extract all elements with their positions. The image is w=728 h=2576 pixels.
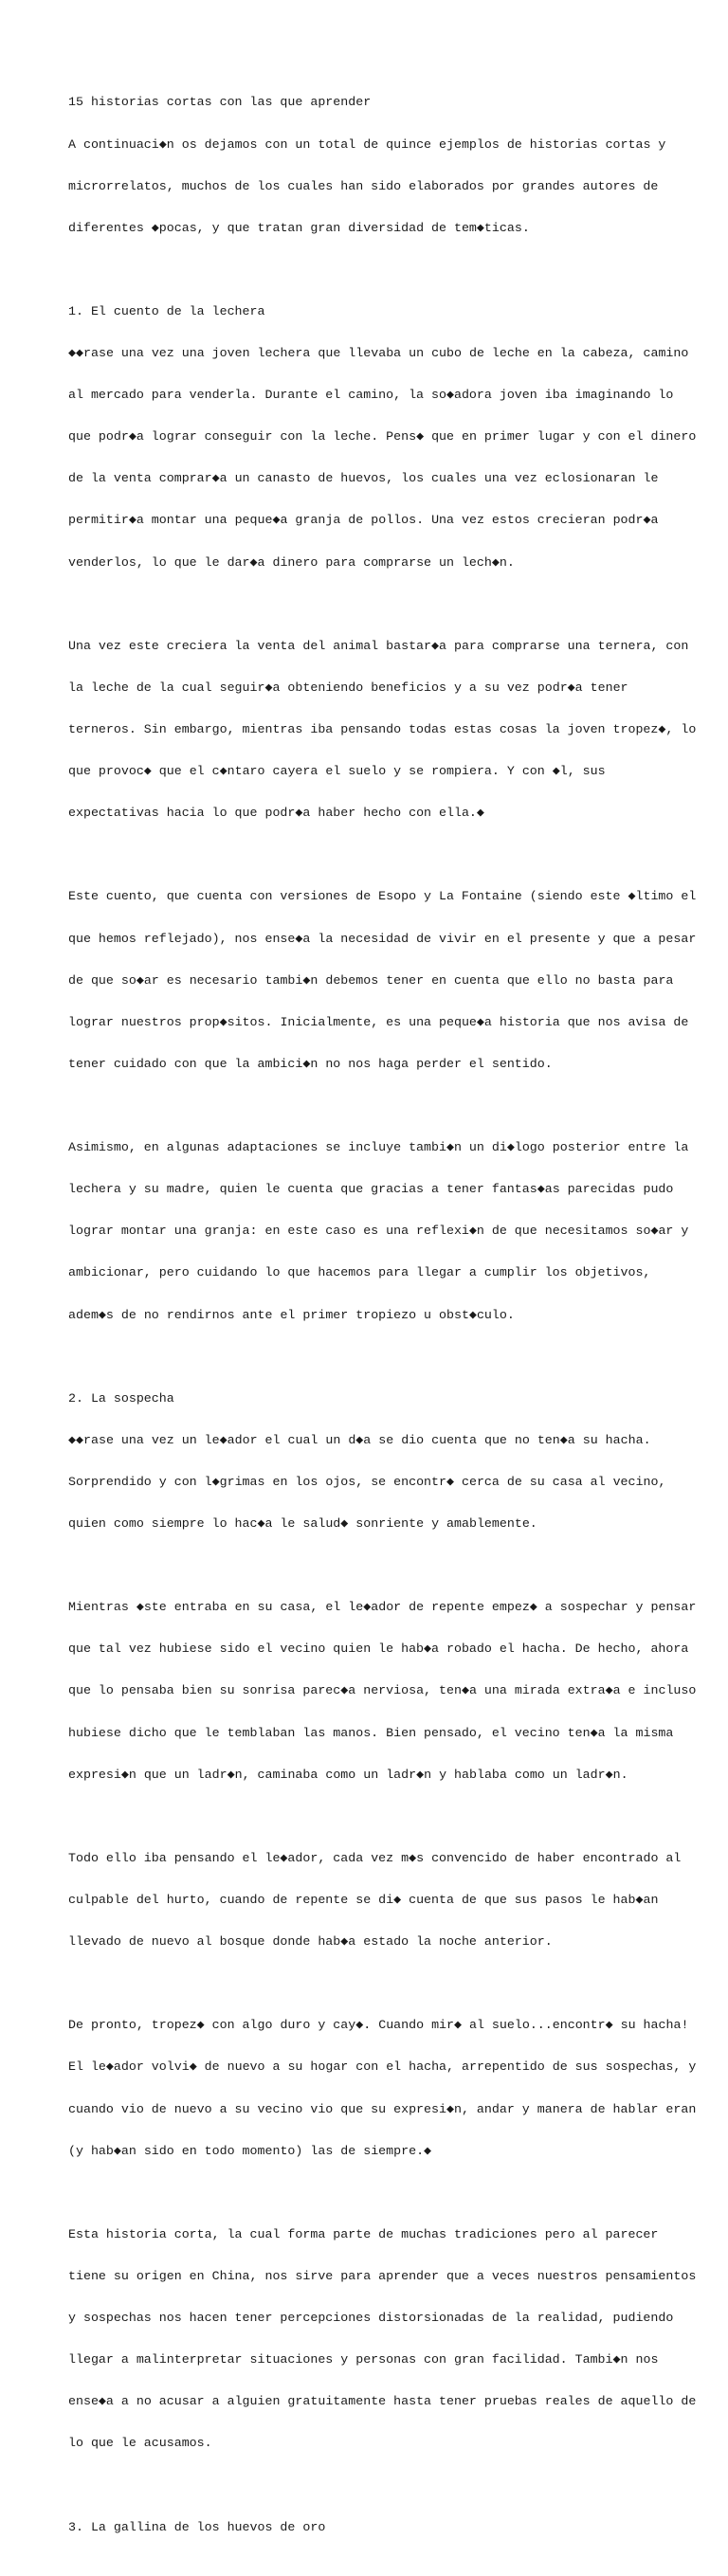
text-line: Mientras ◆ste entraba en su casa, el le◆ador de repente empez◆ a sospechar y pensar bbox=[68, 1600, 697, 1615]
text-line: Esta historia corta, la cual forma parte de muchas tradiciones pero al parecer bbox=[68, 2226, 659, 2241]
text-line: quien como siempre lo hac◆a le salud◆ sonriente y amablemente. bbox=[68, 1516, 537, 1532]
text-line: que tal vez hubiese sido el vecino quien le hab◆a robado el hacha. De hecho, ahora bbox=[68, 1642, 689, 1657]
section-heading-3: 3. La gallina de los huevos de oro bbox=[68, 2519, 326, 2534]
section-heading-1: 1. El cuento de la lechera bbox=[68, 303, 265, 318]
text-line: A continuaci◆n os dejamos con un total de quince ejemplos de historias cortas y bbox=[68, 136, 666, 152]
text-line: lechera y su madre, quien le cuenta que gracias a tener fantas◆as parecidas pudo bbox=[68, 1182, 674, 1197]
text-line: Sorprendido y con l◆grimas en los ojos, se encontr◆ cerca de su casa al vecino, bbox=[68, 1474, 666, 1489]
text-line: expectativas hacia lo que podr◆a haber hecho con ella.◆ bbox=[68, 806, 484, 821]
text-line: que podr◆a lograr conseguir con la leche. Pens◆ que en primer lugar y con el dinero bbox=[68, 429, 697, 444]
paragraph-story-2-intro bbox=[68, 1364, 675, 1559]
document-title: 15 historias cortas con las que aprender bbox=[68, 95, 372, 110]
text-line: y sospechas nos hacen tener percepciones distorsionadas de la realidad, pudiendo bbox=[68, 2311, 674, 2326]
text-line: hubiese dicho que le temblaban las manos. Bien pensado, el vecino ten◆a la misma bbox=[68, 1725, 674, 1740]
text-line: terneros. Sin embargo, mientras iba pensando todas estas cosas la joven tropez◆, lo bbox=[68, 722, 697, 737]
text-line: que provoc◆ que el c◆ntaro cayera el suelo y se rompiera. Y con ◆l, sus bbox=[68, 764, 606, 779]
text-line: Este cuento, que cuenta con versiones de Esopo y La Fontaine (siendo este ◆ltimo el bbox=[68, 889, 697, 904]
paragraph-story-1-moral bbox=[68, 862, 697, 1099]
paragraph-story-1-part-2 bbox=[68, 611, 697, 848]
text-line: De pronto, tropez◆ con algo duro y cay◆. Cuando mir◆ al suelo...encontr◆ su hacha! bbox=[68, 2018, 689, 2033]
text-line: tiene su origen en China, nos sirve para aprender que a veces nuestros pensamientos bbox=[68, 2268, 697, 2283]
text-line: la leche de la cual seguir◆a obteniendo beneficios y a su vez podr◆a tener bbox=[68, 680, 628, 695]
text-line: Todo ello iba pensando el le◆ador, cada vez m◆s convencido de haber encontrado al bbox=[68, 1850, 682, 1865]
text-line: ◆◆rase una vez un le◆ador el cual un d◆a se dio cuenta que no ten◆a su hacha. bbox=[68, 1432, 651, 1447]
text-line: llevado de nuevo al bosque donde hab◆a estado la noche anterior. bbox=[68, 1934, 553, 1950]
text-line: de que so◆ar es necesario tambi◆n debemos tener en cuenta que ello no basta para bbox=[68, 972, 674, 988]
text-line: lo que le acusamos. bbox=[68, 2436, 212, 2451]
text-line: lograr montar una granja: en este caso es una reflexi◆n de que necesitamos so◆ar y bbox=[68, 1224, 689, 1239]
text-line: (y hab◆an sido en todo momento) las de siempre.◆ bbox=[68, 2143, 432, 2158]
paragraph-story-2-part-2 bbox=[68, 1573, 697, 1810]
text-line: cuando vio de nuevo a su vecino vio que su expresi◆n, andar y manera de hablar eran bbox=[68, 2101, 697, 2116]
text-line: diferentes ◆pocas, y que tratan gran diversidad de tem◆ticas. bbox=[68, 220, 530, 235]
text-line: que hemos reflejado), nos ense◆a la necesidad de vivir en el presente y que a pesar bbox=[68, 931, 697, 946]
paragraph-story-2-part-4 bbox=[68, 1991, 697, 2186]
section-heading-2: 2. La sospecha bbox=[68, 1390, 174, 1406]
text-line: ◆◆rase una vez una joven lechera que llevaba un cubo de leche en la cabeza, camino bbox=[68, 346, 689, 361]
text-line: culpable del hurto, cuando de repente se di◆ cuenta de que sus pasos le hab◆an bbox=[68, 1893, 659, 1907]
text-line: permitir◆a montar una peque◆a granja de pollos. Una vez estos crecieran podr◆a bbox=[68, 513, 659, 528]
text-line: adem◆s de no rendirnos ante el primer tropiezo u obst◆culo. bbox=[68, 1307, 515, 1322]
text-line: Una vez este creciera la venta del animal bastar◆a para comprarse una ternera, con bbox=[68, 638, 689, 653]
paragraph-story-1-adaptations bbox=[68, 1114, 689, 1351]
text-line: El le◆ador volvi◆ de nuevo a su hogar con el hacha, arrepentido de sus sospechas, y bbox=[68, 2059, 697, 2075]
text-line: microrrelatos, muchos de los cuales han sido elaborados por grandes autores de bbox=[68, 178, 659, 193]
text-line: tener cuidado con que la ambici◆n no nos haga perder el sentido. bbox=[68, 1056, 553, 1071]
text-line: Asimismo, en algunas adaptaciones se incluye tambi◆n un di◆logo posterior entre la bbox=[68, 1140, 689, 1155]
text-line: expresi◆n que un ladr◆n, caminaba como un ladr◆n y hablaba como un ladr◆n. bbox=[68, 1767, 628, 1782]
paragraph-intro bbox=[68, 68, 675, 263]
text-line: llegar a malinterpretar situaciones y personas con gran facilidad. Tambi◆n nos bbox=[68, 2352, 659, 2367]
paragraph-story-2-part-3 bbox=[68, 1823, 682, 1977]
paragraph-story-1-intro bbox=[68, 278, 697, 598]
text-line: venderlos, lo que le dar◆a dinero para comprarse un lech◆n. bbox=[68, 554, 515, 570]
text-line: de la venta comprar◆a un canasto de huevos, los cuales una vez eclosionaran le bbox=[68, 471, 659, 486]
text-line: al mercado para venderla. Durante el camino, la so◆adora joven iba imaginando lo bbox=[68, 388, 674, 403]
text-line: ense◆a a no acusar a alguien gratuitamente hasta tener pruebas reales de aquello de bbox=[68, 2394, 697, 2409]
text-line: ambicionar, pero cuidando lo que hacemos para llegar a cumplir los objetivos, bbox=[68, 1265, 651, 1280]
paragraph-story-2-moral bbox=[68, 2200, 697, 2478]
text-line: que lo pensaba bien su sonrisa parec◆a nerviosa, ten◆a una mirada extra◆a e incluso bbox=[68, 1683, 697, 1698]
text-line: lograr nuestros prop◆sitos. Inicialmente, es una peque◆a historia que nos avisa de bbox=[68, 1014, 689, 1029]
document-page bbox=[68, 68, 697, 2576]
paragraph-story-3-heading bbox=[68, 2493, 675, 2563]
